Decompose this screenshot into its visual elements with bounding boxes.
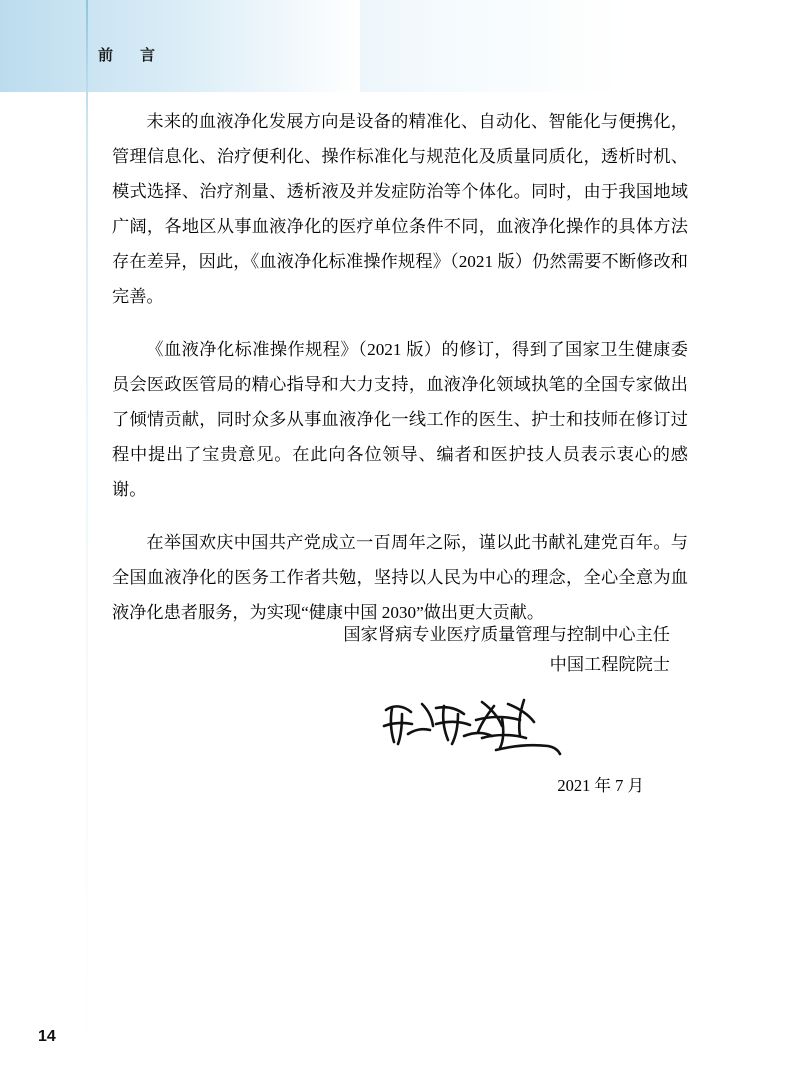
running-head: 前 言 (98, 47, 162, 64)
handwritten-signature (112, 694, 688, 764)
page-number: 14 (38, 1028, 56, 1045)
paragraph: 未来的血液净化发展方向是设备的精准化、自动化、智能化与便携化，管理信息化、治疗便利化、操作标准化与规范化及质量同质化，透析时机、模式选择、治疗剂量、透析液及并发症防治等个体化。同时，由于我国地域广阔，各地区从事血液净化的医疗单位条件不同，血液净化操作的具体方法存在差异，因此，《血液净化标准操作规程》（2021 版）仍然需要不断修改和完善。 (112, 112, 688, 306)
signature-date: 2021 年 7 月 (557, 776, 644, 795)
signer-title-line-2: 中国工程院院士 (549, 655, 670, 674)
signer-title-line-1: 国家肾病专业医疗质量管理与控制中心主任 (343, 625, 670, 644)
paragraph: 在举国欢庆中国共产党成立一百周年之际，谨以此书献礼建党百年。与全国血液净化的医务工作者共勉，坚持以人民为中心的理念，全心全意为血液净化患者服务，为实现“健康中国 2030”做出更大贡献。 (112, 533, 688, 622)
signature-block (112, 620, 688, 800)
body-text (112, 104, 688, 630)
left-margin-rule (86, 0, 88, 1068)
header-band-gradient (0, 0, 360, 92)
paragraph: 《血液净化标准操作规程》（2021 版）的修订，得到了国家卫生健康委员会医政医管局的精心指导和大力支持，血液净化领域执笔的全国专家做出了倾情贡献，同时众多从事血液净化一线工作的医生、护士和技师在修订过程中提出了宝贵意见。在此向各位领导、编者和医护技人员表示衷心的感谢。 (112, 340, 688, 499)
